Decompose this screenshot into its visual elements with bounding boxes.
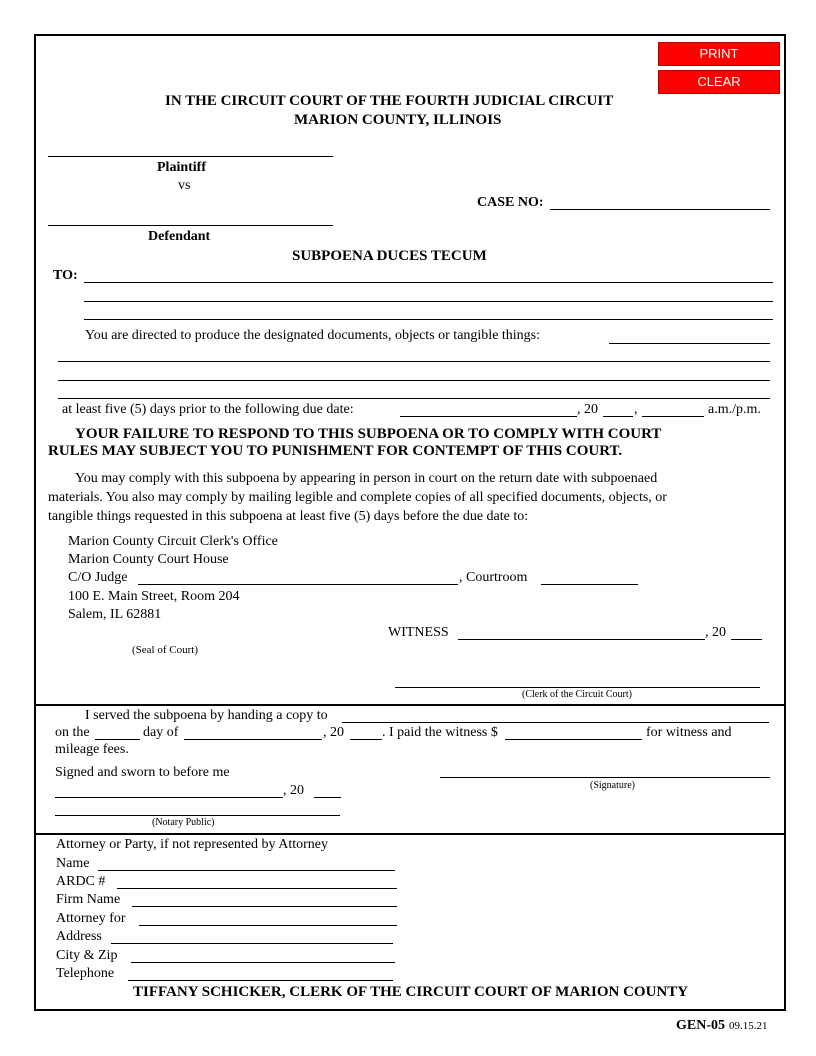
due-sep: , xyxy=(634,402,638,417)
address-label: Address xyxy=(56,929,102,944)
served-person-field[interactable] xyxy=(342,722,769,723)
witness-label: WITNESS xyxy=(388,625,449,640)
due-year-field[interactable] xyxy=(603,416,633,417)
sworn-date-field[interactable] xyxy=(55,797,283,798)
served-month-field[interactable] xyxy=(184,739,322,740)
due-date-text: at least five (5) days prior to the following due date: xyxy=(62,402,354,417)
judge-label: C/O Judge xyxy=(68,570,128,585)
form-id xyxy=(676,1016,768,1034)
vs-label: vs xyxy=(178,178,191,193)
due-year-prefix: , 20 xyxy=(577,402,598,417)
attorney-name-field[interactable] xyxy=(98,870,395,871)
attorney-name-label: Name xyxy=(56,856,90,871)
plaintiff-label: Plaintiff xyxy=(157,160,206,175)
comply-line-2: materials. You also may comply by mailing legible and complete copies of all specified documents, objects, or xyxy=(48,490,667,505)
address-line-1: Marion County Circuit Clerk's Office xyxy=(68,534,278,549)
sworn-year-field[interactable] xyxy=(314,797,341,798)
ampm-label: a.m./p.m. xyxy=(708,402,761,417)
defendant-label: Defendant xyxy=(148,229,211,244)
documents-field-3[interactable] xyxy=(58,380,770,381)
to-field-3[interactable] xyxy=(84,319,773,320)
served-year-prefix: , 20 xyxy=(323,725,344,740)
comply-line-3: tangible things requested in this subpoena at least five (5) days before the due date to: xyxy=(48,509,529,524)
signed-sworn-label: Signed and sworn to before me xyxy=(55,765,230,780)
to-field-1[interactable] xyxy=(84,282,773,283)
clerk-footer-name: TIFFANY SCHICKER, CLERK OF THE CIRCUIT COURT OF MARION COUNTY xyxy=(133,984,689,1000)
print-button[interactable]: PRINT xyxy=(658,42,780,66)
comply-line-1: You may comply with this subpoena by appearing in person in court on the return date with subpoenaed xyxy=(75,471,658,486)
documents-field-1[interactable] xyxy=(609,343,770,344)
due-time-field[interactable] xyxy=(642,416,704,417)
served-text: I served the subpoena by handing a copy to xyxy=(85,708,328,723)
directed-text: You are directed to produce the designated documents, objects or tangible things: xyxy=(85,328,541,343)
case-no-label: CASE NO: xyxy=(477,195,544,210)
address-field[interactable] xyxy=(111,943,393,944)
county-heading: MARION COUNTY, ILLINOIS xyxy=(294,112,502,128)
plaintiff-line[interactable] xyxy=(48,156,333,157)
clear-button[interactable]: CLEAR xyxy=(658,70,780,94)
signature-label: (Signature) xyxy=(590,780,635,791)
address-line-4: 100 E. Main Street, Room 204 xyxy=(68,589,240,604)
to-label: TO: xyxy=(53,268,78,283)
document-title: SUBPOENA DUCES TECUM xyxy=(292,248,487,264)
clerk-signature-line[interactable] xyxy=(395,687,760,688)
mileage-label: mileage fees. xyxy=(55,742,129,757)
for-witness-label: for witness and xyxy=(646,725,732,740)
telephone-label: Telephone xyxy=(56,966,115,981)
attorney-for-field[interactable] xyxy=(139,925,397,926)
sworn-year-prefix: , 20 xyxy=(283,783,304,798)
notary-signature-line[interactable] xyxy=(55,815,340,816)
attorney-heading: Attorney or Party, if not represented by Attorney xyxy=(56,837,329,852)
warning-line-1: YOUR FAILURE TO RESPOND TO THIS SUBPOENA OR TO COMPLY WITH COURT xyxy=(75,426,662,442)
served-day-field[interactable] xyxy=(95,739,140,740)
form-code: GEN-05 xyxy=(676,1018,725,1033)
courtroom-field[interactable] xyxy=(541,584,638,585)
judge-field[interactable] xyxy=(138,584,458,585)
notary-label: (Notary Public) xyxy=(152,817,215,828)
paid-amount-field[interactable] xyxy=(505,739,642,740)
server-signature-line[interactable] xyxy=(440,777,770,778)
witness-year-field[interactable] xyxy=(731,639,762,640)
attorney-for-label: Attorney for xyxy=(56,911,126,926)
paid-text: . I paid the witness $ xyxy=(382,725,498,740)
case-no-field[interactable] xyxy=(550,209,770,210)
firm-name-field[interactable] xyxy=(132,906,397,907)
ardc-label: ARDC # xyxy=(56,874,106,889)
day-of-label: day of xyxy=(143,725,179,740)
seal-label: (Seal of Court) xyxy=(132,644,198,656)
documents-field-4[interactable] xyxy=(58,398,770,399)
witness-year-prefix: , 20 xyxy=(705,625,726,640)
court-heading: IN THE CIRCUIT COURT OF THE FOURTH JUDICIAL CIRCUIT xyxy=(165,93,614,109)
city-zip-label: City & Zip xyxy=(56,948,118,963)
section-divider-2 xyxy=(36,833,786,835)
firm-name-label: Firm Name xyxy=(56,892,121,907)
on-the-label: on the xyxy=(55,725,90,740)
city-zip-field[interactable] xyxy=(131,962,395,963)
witness-field[interactable] xyxy=(458,639,705,640)
clerk-label: (Clerk of the Circuit Court) xyxy=(522,689,632,700)
due-date-field[interactable] xyxy=(400,416,577,417)
courtroom-label: , Courtroom xyxy=(459,570,528,585)
ardc-field[interactable] xyxy=(117,888,397,889)
warning-line-2: RULES MAY SUBJECT YOU TO PUNISHMENT FOR CONTEMPT OF THIS COURT. xyxy=(48,443,623,459)
form-date: 09.15.21 xyxy=(729,1020,768,1032)
to-field-2[interactable] xyxy=(84,301,773,302)
served-year-field[interactable] xyxy=(350,739,382,740)
telephone-field[interactable] xyxy=(128,980,393,981)
section-divider-1 xyxy=(36,704,786,706)
documents-field-2[interactable] xyxy=(58,361,770,362)
address-line-2: Marion County Court House xyxy=(68,552,229,567)
address-line-5: Salem, IL 62881 xyxy=(68,607,162,622)
defendant-line[interactable] xyxy=(48,225,333,226)
